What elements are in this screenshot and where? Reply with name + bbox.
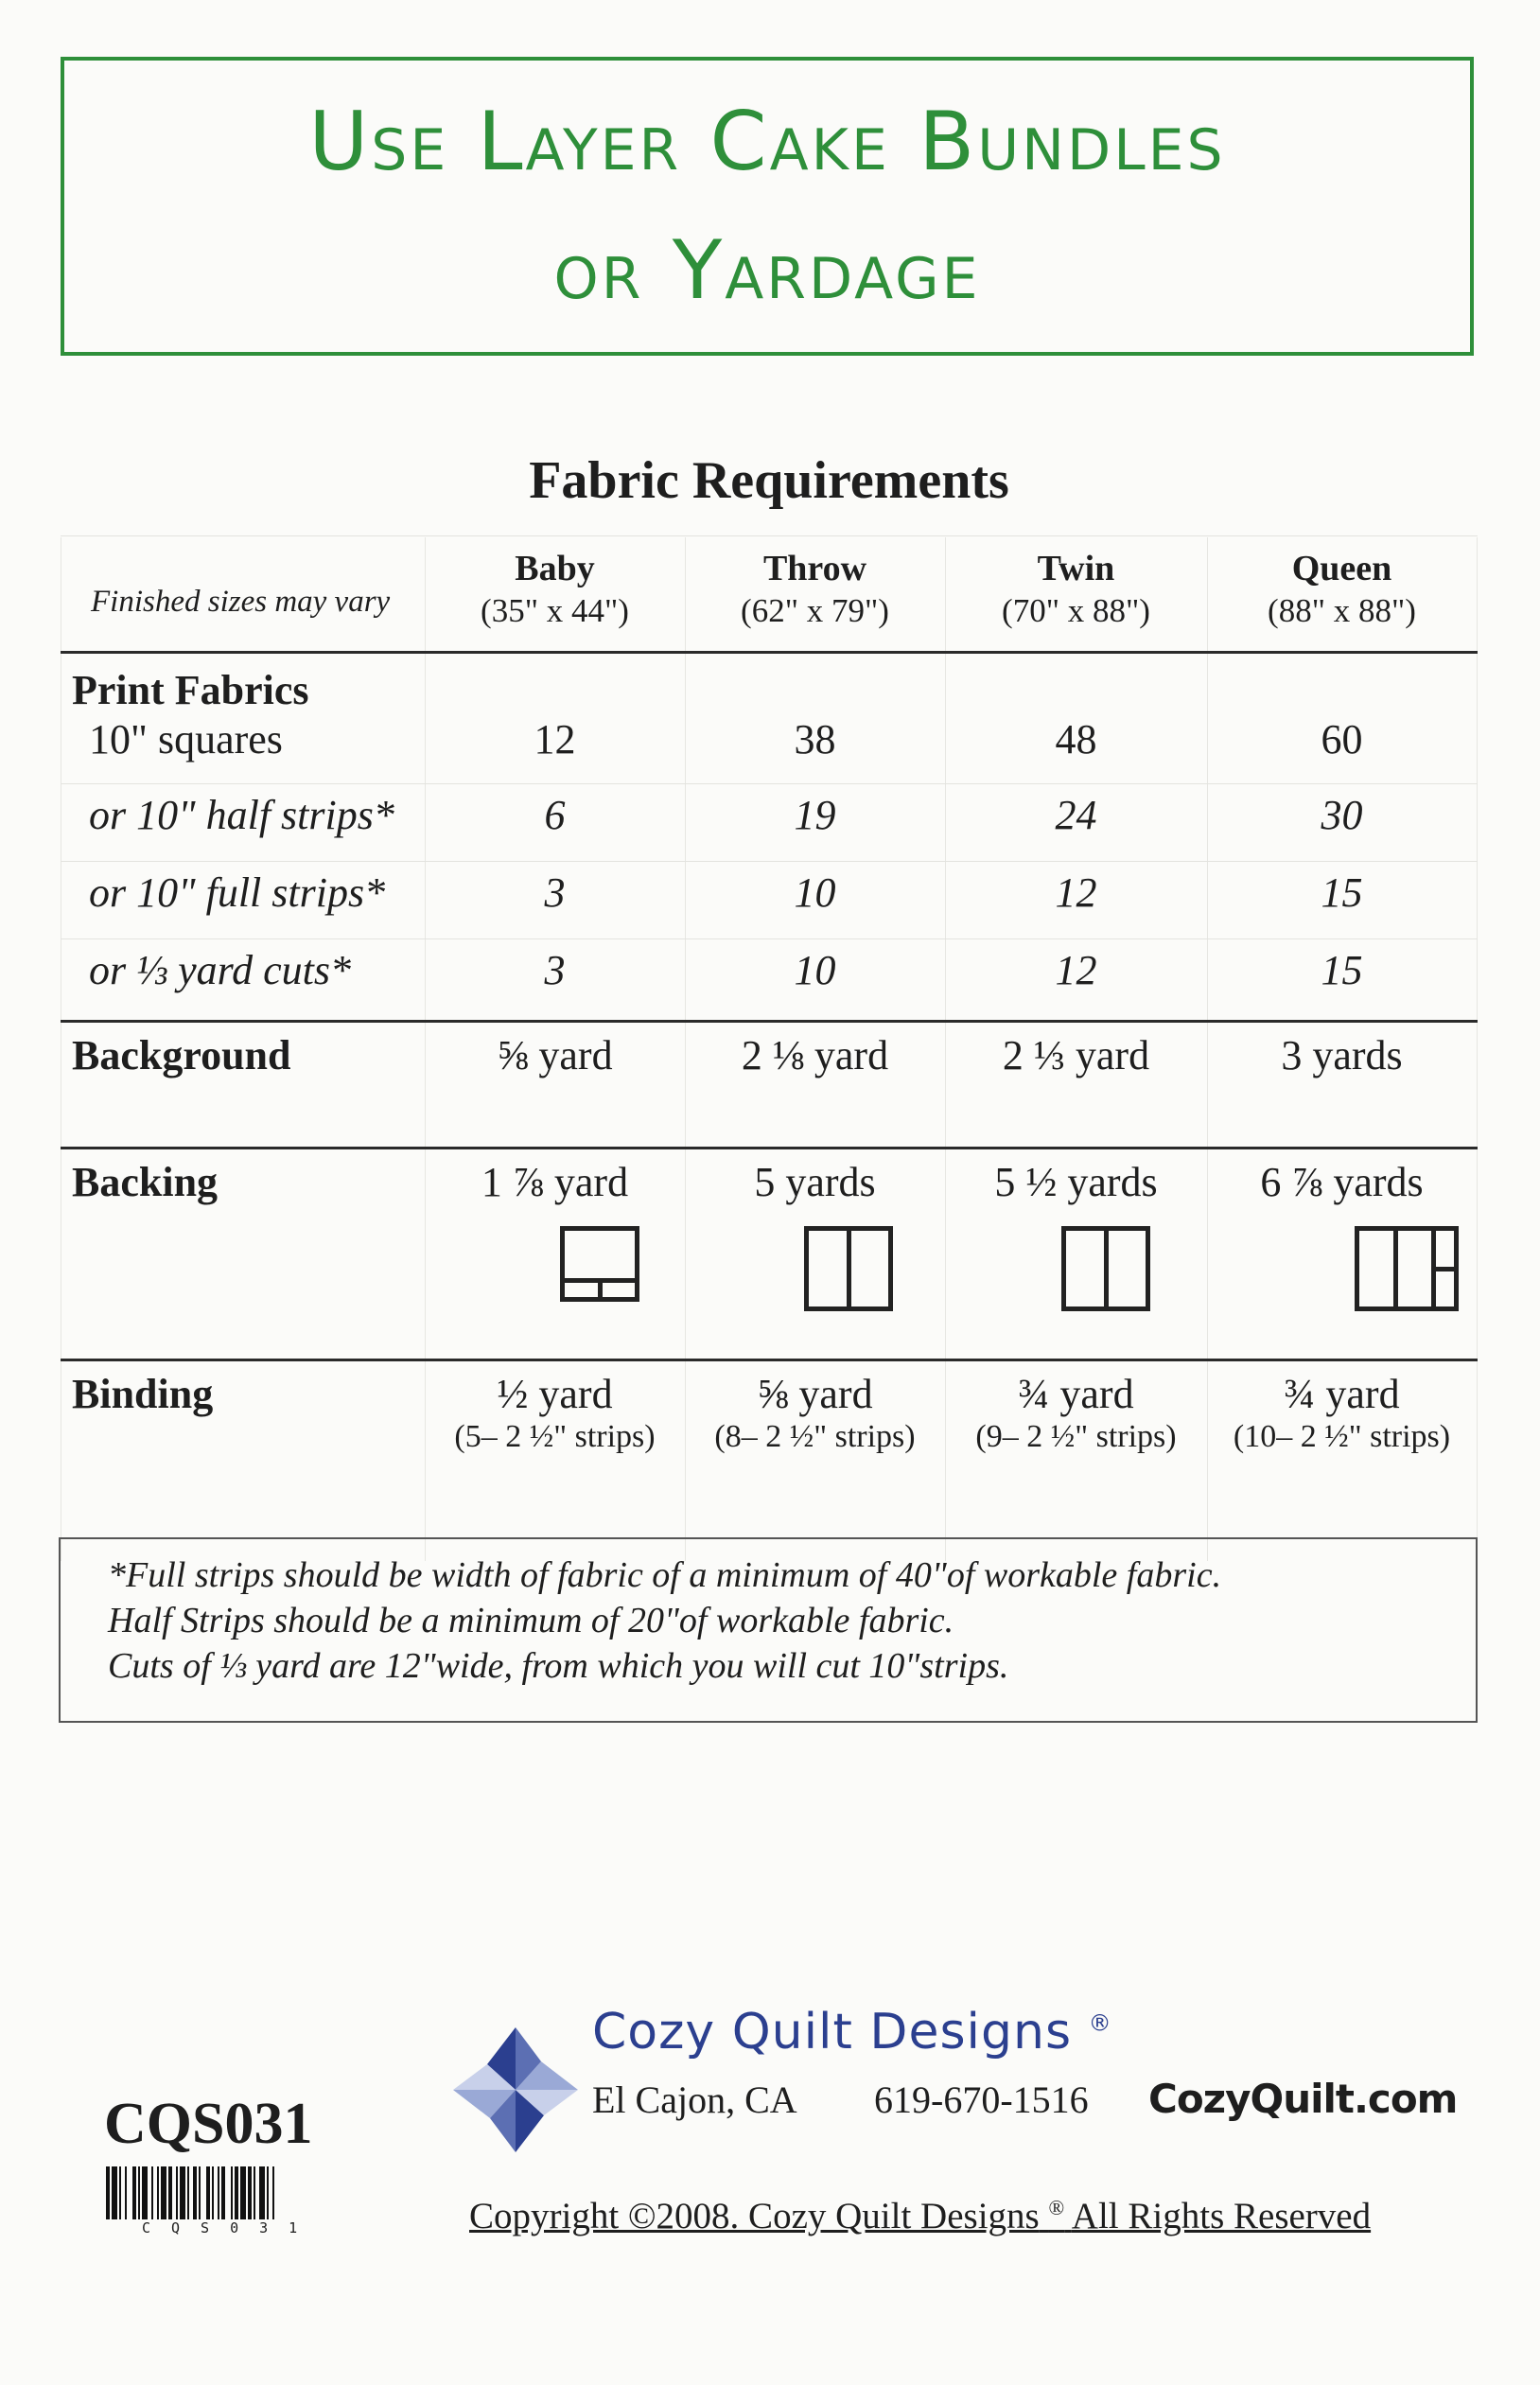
barcode-bar [221, 2166, 225, 2219]
barcode-bar [248, 2166, 252, 2219]
copyright-text: Copyright ©2008. Cozy Quilt Designs [469, 2196, 1040, 2236]
barcode-text: CQS031 [142, 2219, 319, 2236]
barcode-bar [231, 2166, 233, 2219]
table-cell: 19 [794, 792, 836, 838]
barcode-bar [193, 2166, 197, 2219]
table-cell: 10 [794, 869, 836, 916]
column-separator [1477, 537, 1478, 1561]
barcode-bar [142, 2166, 148, 2219]
table-cell: 15 [1321, 869, 1363, 916]
row-label: 10" squares [89, 716, 283, 763]
size-dims: (70" x 88") [1002, 592, 1150, 629]
table-cell: ⅝ yard [497, 1032, 613, 1079]
size-dims: (62" x 79") [741, 592, 889, 629]
notes-box [59, 1537, 1478, 1723]
barcode-bar [125, 2166, 127, 2219]
table-cell: 5 yards [754, 1159, 876, 1205]
section-rule [61, 1147, 1478, 1149]
phone-text: 619-670-1516 [874, 2078, 1089, 2121]
table-cell: 15 [1321, 947, 1363, 993]
row-label: or 10" full strips* [89, 869, 386, 916]
row-rule [61, 861, 1478, 862]
backing-label: Backing [72, 1159, 219, 1205]
table-cell: 6 ⅞ yards [1260, 1159, 1424, 1205]
table-cell: 12 [1055, 869, 1097, 916]
title-line-1: Use Layer Cake Bundles [308, 95, 1226, 189]
brand-text: Cozy Quilt Designs [592, 2004, 1073, 2061]
size-header-baby [425, 547, 685, 632]
section-rule [61, 1359, 1478, 1361]
barcode-bar [157, 2166, 159, 2219]
section-rule [61, 1020, 1478, 1023]
size-name: Baby [515, 549, 595, 588]
table-cell: 5 ½ yards [994, 1159, 1158, 1205]
barcode-bar [199, 2166, 201, 2219]
table-cell: 24 [1055, 792, 1097, 838]
barcode-bar [112, 2166, 117, 2219]
barcode-bar [212, 2166, 214, 2219]
row-rule [61, 938, 1478, 939]
table-cell: 48 [1055, 716, 1097, 763]
table-cell [685, 1370, 945, 1456]
note-line: Cuts of ⅓ yard are 12"wide, from which you will cut 10"strips. [108, 1646, 1009, 1686]
barcode-bar [161, 2166, 166, 2219]
website-link[interactable]: CozyQuilt.com [1148, 2076, 1458, 2122]
table-cell: 3 [544, 869, 566, 916]
note-line: *Full strips should be width of fabric of a minimum of 40"of workable fabric. [108, 1555, 1222, 1595]
barcode-bar [187, 2166, 189, 2219]
barcode-bar [119, 2166, 121, 2219]
table-cell [945, 1370, 1207, 1456]
barcode-bar [180, 2166, 185, 2219]
header-top-rule [61, 535, 1478, 536]
size-header-queen [1207, 547, 1477, 632]
barcode-icon [106, 2166, 348, 2219]
copyright-line [469, 2195, 1371, 2237]
title-box [61, 57, 1474, 356]
table-cell: 3 yards [1281, 1032, 1403, 1079]
size-header-throw [685, 547, 945, 632]
table-cell: 30 [1321, 792, 1363, 838]
background-label: Background [72, 1032, 291, 1079]
binding-yardage: ½ yard [497, 1371, 613, 1417]
table-cell: 60 [1321, 716, 1363, 763]
backing-diagram-throw [804, 1226, 893, 1311]
binding-strips: (5– 2 ½" strips) [454, 1419, 656, 1454]
table-cell: 10 [794, 947, 836, 993]
binding-yardage: ¾ yard [1018, 1371, 1134, 1417]
table-cell: 2 ⅛ yard [741, 1032, 889, 1079]
binding-strips: (10– 2 ½" strips) [1233, 1419, 1451, 1454]
backing-diagram-twin [1061, 1226, 1150, 1311]
table-cell: 12 [1055, 947, 1097, 993]
size-dims: (35" x 44") [481, 592, 629, 629]
barcode-bar [151, 2166, 153, 2219]
row-label: or 10" half strips* [89, 792, 394, 838]
barcode-bar [168, 2166, 172, 2219]
print-fabrics-label: Print Fabrics [72, 667, 309, 713]
table-cell [1207, 1370, 1477, 1456]
binding-label: Binding [72, 1371, 214, 1417]
barcode-bar [138, 2166, 140, 2219]
table-title: Fabric Requirements [529, 451, 1009, 510]
title-line-2: or Yardage [553, 223, 981, 318]
brand-name [592, 2004, 1112, 2061]
size-dims: (88" x 88") [1268, 592, 1416, 629]
table-cell: 2 ⅓ yard [1002, 1032, 1150, 1079]
barcode-bar [267, 2166, 269, 2219]
backing-diagram-queen [1355, 1226, 1459, 1311]
row-rule [61, 783, 1478, 784]
note-line: Half Strips should be a minimum of 20"of workable fabric. [108, 1601, 954, 1640]
barcode-bar [259, 2166, 265, 2219]
binding-strips: (8– 2 ½" strips) [714, 1419, 916, 1454]
size-name: Throw [762, 549, 867, 588]
binding-yardage: ¾ yard [1284, 1371, 1400, 1417]
product-sku: CQS031 [104, 2092, 313, 2156]
city-text: El Cajon, CA [592, 2078, 797, 2121]
barcode-bar [254, 2166, 255, 2219]
size-header-twin [945, 547, 1207, 632]
binding-yardage: ⅝ yard [757, 1371, 873, 1417]
header-rule [61, 651, 1478, 654]
registered-mark: ® [1088, 2009, 1112, 2037]
finished-sizes-note: Finished sizes may vary [91, 585, 391, 619]
size-name: Queen [1291, 549, 1392, 588]
rights-text: All Rights Reserved [1071, 2196, 1372, 2236]
size-name: Twin [1037, 549, 1115, 588]
table-cell: 6 [544, 792, 566, 838]
barcode-bar [218, 2166, 219, 2219]
backing-diagram-baby [560, 1226, 639, 1302]
pinwheel-logo-icon [445, 2019, 586, 2161]
table-cell: 12 [534, 716, 576, 763]
barcode-bar [272, 2166, 274, 2219]
table-cell: 1 ⅞ yard [481, 1159, 629, 1205]
barcode-bar [206, 2166, 210, 2219]
binding-strips: (9– 2 ½" strips) [975, 1419, 1177, 1454]
table-cell: 3 [544, 947, 566, 993]
barcode-bar [235, 2166, 238, 2219]
row-label: or ⅓ yard cuts* [89, 947, 352, 993]
barcode-bar [106, 2166, 110, 2219]
barcode-bar [176, 2166, 178, 2219]
registered-mark: ® [1048, 2196, 1065, 2219]
barcode-bar [240, 2166, 246, 2219]
barcode-bar [132, 2166, 136, 2219]
table-cell: 38 [794, 716, 836, 763]
table-cell [425, 1370, 685, 1456]
